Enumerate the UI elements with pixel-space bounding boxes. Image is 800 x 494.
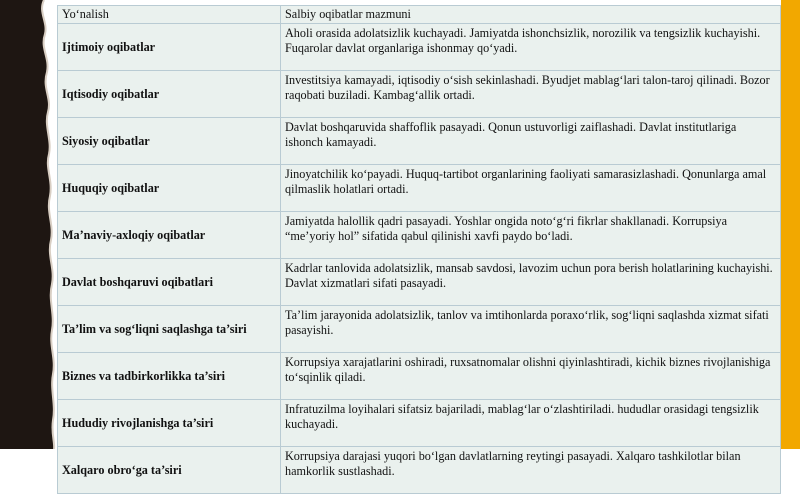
torn-paper-decoration xyxy=(0,0,60,449)
accent-bar xyxy=(781,0,800,449)
header-direction: Yo‘nalish xyxy=(58,6,281,24)
row-direction: Huquqiy oqibatlar xyxy=(58,165,281,212)
row-content: Jinoyatchilik ko‘payadi. Huquq-tartibot organlarining faoliyati samarasizlashadi. Qonunlarga amal qilmaslik holatlari ortadi. xyxy=(281,165,781,212)
row-direction: Hududiy rivojlanishga ta’siri xyxy=(58,400,281,447)
table-row xyxy=(58,353,781,400)
table-row xyxy=(58,212,781,259)
row-content: Ta’lim jarayonida adolatsizlik, tanlov va imtihonlarda poraxo‘rlik, sog‘liqni saqlashda xizmat sifati pasayishi. xyxy=(281,306,781,353)
row-content: Korrupsiya xarajatlarini oshiradi, ruxsatnomalar olishni qiyinlashtiradi, kichik biznes rivojlanishiga to‘sqinlik qiladi. xyxy=(281,353,781,400)
row-content: Aholi orasida adolatsizlik kuchayadi. Jamiyatda ishonchsizlik, norozilik va tengsizlik kuchayishi. Fuqarolar davlat organlariga ishonmay qo‘yadi. xyxy=(281,24,781,71)
table-row xyxy=(58,165,781,212)
table-row xyxy=(58,71,781,118)
consequences-table xyxy=(57,5,781,494)
table-row xyxy=(58,400,781,447)
row-content: Jamiyatda halollik qadri pasayadi. Yoshlar ongida noto‘g‘ri fikrlar shakllanadi. Korrupsiya “me’yoriy hol” sifatida qabul qilinishi xavfi paydo bo‘ladi. xyxy=(281,212,781,259)
table-row xyxy=(58,24,781,71)
row-direction: Xalqaro obro‘ga ta’siri xyxy=(58,447,281,494)
header-content: Salbiy oqibatlar mazmuni xyxy=(281,6,781,24)
row-content: Davlat boshqaruvida shaffoflik pasayadi. Qonun ustuvorligi zaiflashadi. Davlat institutlariga ishonch kamayadi. xyxy=(281,118,781,165)
row-direction: Davlat boshqaruvi oqibatlari xyxy=(58,259,281,306)
row-content: Kadrlar tanlovida adolatsizlik, mansab savdosi, lavozim uchun pora berish holatlarining kuchayishi. Davlat xizmatlari sifati pasayadi. xyxy=(281,259,781,306)
row-content: Korrupsiya darajasi yuqori bo‘lgan davlatlarning reytingi pasayadi. Xalqaro tashkilotlar bilan hamkorlik sustlashadi. xyxy=(281,447,781,494)
consequences-table-container xyxy=(57,5,780,494)
row-direction: Iqtisodiy oqibatlar xyxy=(58,71,281,118)
row-direction: Ijtimoiy oqibatlar xyxy=(58,24,281,71)
row-direction: Ta’lim va sog‘liqni saqlashga ta’siri xyxy=(58,306,281,353)
row-content: Investitsiya kamayadi, iqtisodiy o‘sish sekinlashadi. Byudjet mablag‘lari talon-taroj qilinadi. Bozor raqobati buziladi. Kambag‘allik ortadi. xyxy=(281,71,781,118)
row-content: Infratuzilma loyihalari sifatsiz bajariladi, mablag‘lar o‘zlashtiriladi. hududlar orasidagi tengsizlik kuchayadi. xyxy=(281,400,781,447)
row-direction: Siyosiy oqibatlar xyxy=(58,118,281,165)
table-row xyxy=(58,447,781,494)
table-row xyxy=(58,118,781,165)
table-header-row xyxy=(58,6,781,24)
table-row xyxy=(58,259,781,306)
row-direction: Ma’naviy-axloqiy oqibatlar xyxy=(58,212,281,259)
table-row xyxy=(58,306,781,353)
row-direction: Biznes va tadbirkorlikka ta’siri xyxy=(58,353,281,400)
